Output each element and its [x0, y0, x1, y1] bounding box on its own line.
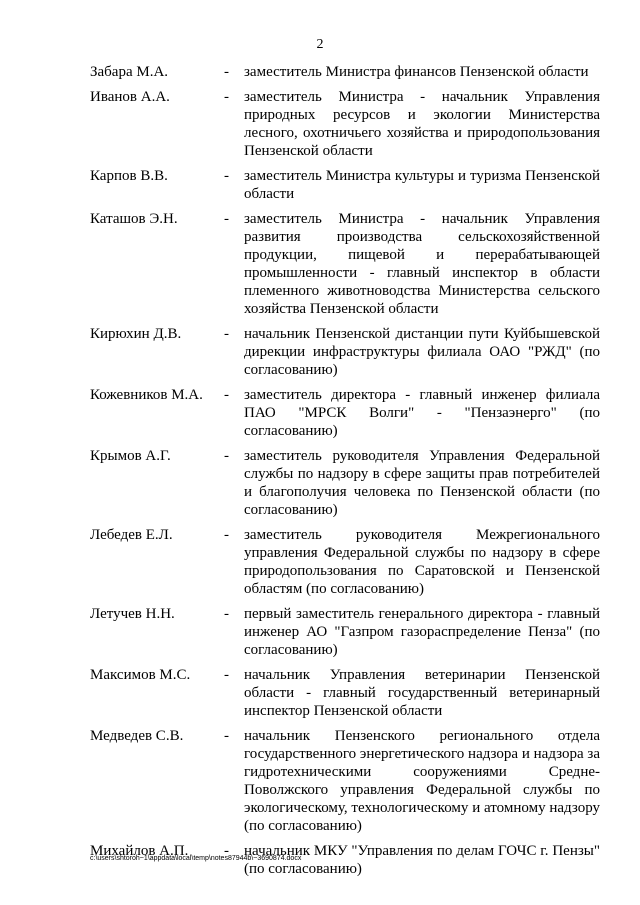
member-list	[90, 63, 600, 885]
member-name: Летучев Н.Н.	[90, 606, 175, 622]
list-item	[90, 88, 600, 160]
member-position: заместитель руководителя Управления Федеральной службы по надзору в сфере защиты прав потребителей и благополучия человека по Пензенской области (по согласованию)	[244, 448, 600, 518]
member-name: Медведев С.В.	[90, 728, 184, 744]
separator-dash: -	[224, 89, 229, 105]
member-name: Михайлов А.П.	[90, 843, 189, 859]
separator-dash: -	[224, 387, 229, 403]
member-position: начальник Пензенского регионального отдела государственного энергетического надзора и надзора за гидротехническими сооружениями Средне-Поволжского управления Федеральной службы по экологическому, технологическому и атомному надзору (по согласованию)	[244, 728, 600, 834]
separator-dash: -	[224, 728, 229, 744]
list-item	[90, 386, 600, 440]
member-name: Крымов А.Г.	[90, 448, 171, 464]
member-position: начальник Управления ветеринарии Пензенской области - главный государственный ветеринарный инспектор Пензенской области	[244, 667, 600, 719]
separator-dash: -	[224, 527, 229, 543]
member-name: Карпов В.В.	[90, 168, 168, 184]
list-item	[90, 167, 600, 203]
list-item	[90, 325, 600, 379]
list-item	[90, 605, 600, 659]
member-name: Кирюхин Д.В.	[90, 326, 182, 342]
list-item	[90, 727, 600, 835]
member-position: заместитель Министра культуры и туризма Пензенской области	[244, 168, 600, 202]
list-item	[90, 526, 600, 598]
separator-dash: -	[224, 667, 229, 683]
member-position: заместитель Министра финансов Пензенской области	[244, 64, 589, 80]
member-position: первый заместитель генерального директора - главный инженер АО "Газпром газораспределение Пенза" (по согласованию)	[244, 606, 600, 658]
member-position: заместитель руководителя Межрегионального управления Федеральной службы по надзору в сфере природопользования по Саратовской и Пензенской областям (по согласованию)	[244, 527, 600, 597]
separator-dash: -	[224, 64, 229, 80]
separator-dash: -	[224, 843, 229, 859]
member-position: заместитель Министра - начальник Управления развития производства сельскохозяйственной продукции, пищевой и перерабатывающей промышленности - главный инспектор в области племенного животноводства Министерства сельского хозяйства Пензенской области	[244, 211, 600, 317]
separator-dash: -	[224, 448, 229, 464]
page-number: 2	[316, 37, 324, 52]
separator-dash: -	[224, 211, 229, 227]
member-name: Каташов Э.Н.	[90, 211, 178, 227]
member-name: Кожевников М.А.	[90, 387, 203, 403]
member-name: Иванов А.А.	[90, 89, 170, 105]
footer-file-path: c:\users\shtoroh~1\appdata\local\temp\notes87944b\~3690874.docx	[90, 855, 302, 862]
separator-dash: -	[224, 326, 229, 342]
list-item	[90, 447, 600, 519]
member-name: Забара М.А.	[90, 64, 169, 80]
member-name: Максимов М.С.	[90, 667, 191, 683]
member-name: Лебедев Е.Л.	[90, 527, 173, 543]
list-item	[90, 210, 600, 318]
list-item	[90, 666, 600, 720]
member-position: начальник МКУ "Управления по делам ГОЧС г. Пензы" (по согласованию)	[244, 843, 600, 877]
list-item	[90, 63, 600, 81]
separator-dash: -	[224, 168, 229, 184]
member-position: заместитель директора - главный инженер филиала ПАО "МРСК Волги" - "Пензаэнерго" (по согласованию)	[244, 387, 600, 439]
member-position: начальник Пензенской дистанции пути Куйбышевской дирекции инфраструктуры филиала ОАО "РЖД" (по согласованию)	[244, 326, 600, 378]
member-position: заместитель Министра - начальник Управления природных ресурсов и экологии Министерства лесного, охотничьего хозяйства и природопользования Пензенской области	[244, 89, 600, 159]
separator-dash: -	[224, 606, 229, 622]
